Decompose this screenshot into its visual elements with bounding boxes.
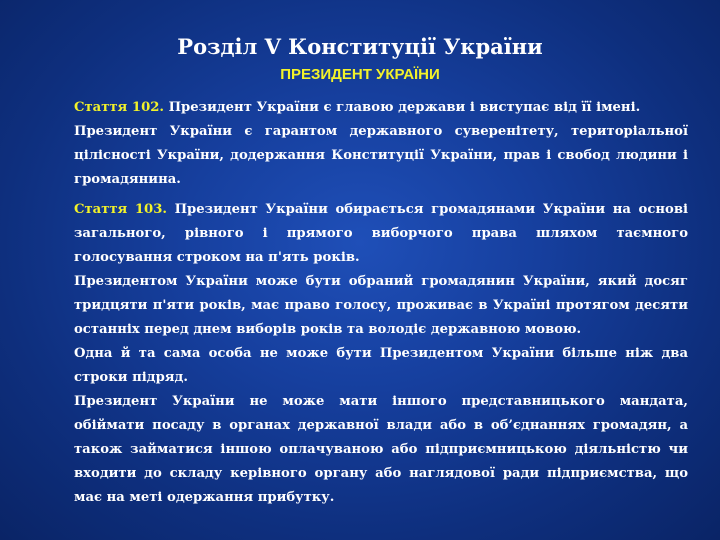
article-103-paragraph-2: Президентом України може бути обраний громадянин України, який досяг тридцяти п'яти років, має право голосу, проживає в Україні протягом десяти останніх перед днем виборів років та володіє державною мовою. [74,274,688,337]
article-103-text-1: Президент України обирається громадянами України на основі загального, рівного і прямого виборчого права шляхом таємного голосування строком на п'ять років. [74,202,688,265]
article-103-paragraph-4: Президент України не може мати іншого представницького мандата, обіймати посаду в органах державної влади або в об’єднаннях громадян, а також займатися іншою оплачуваною або підприємницькою діяльністю чи входити до складу керівного органу або наглядової ради підприємства, що має на меті одержання прибутку. [74,394,688,505]
article-103-paragraph-3: Одна й та сама особа не може бути Президентом України більше ніж два строки підряд. [74,346,688,385]
article-102-text-1: Президент України є главою держави і виступає від її імені. [164,100,641,115]
article-103-paragraph-1 [74,198,688,270]
article-103-label: Стаття 103. [74,202,167,217]
article-102-label: Стаття 102. [74,100,165,115]
article-102-paragraph-1 [74,96,688,120]
slide-title: Розділ V Конституції України [177,34,543,59]
article-102-paragraph-2: Президент України є гарантом державного суверенітету, територіальної цілісності України, додержання Конституції України, прав і свобод людини і громадянина. [74,124,688,187]
slide-body [74,96,688,510]
slide-subtitle: ПРЕЗИДЕНТ УКРАЇНИ [280,66,440,83]
